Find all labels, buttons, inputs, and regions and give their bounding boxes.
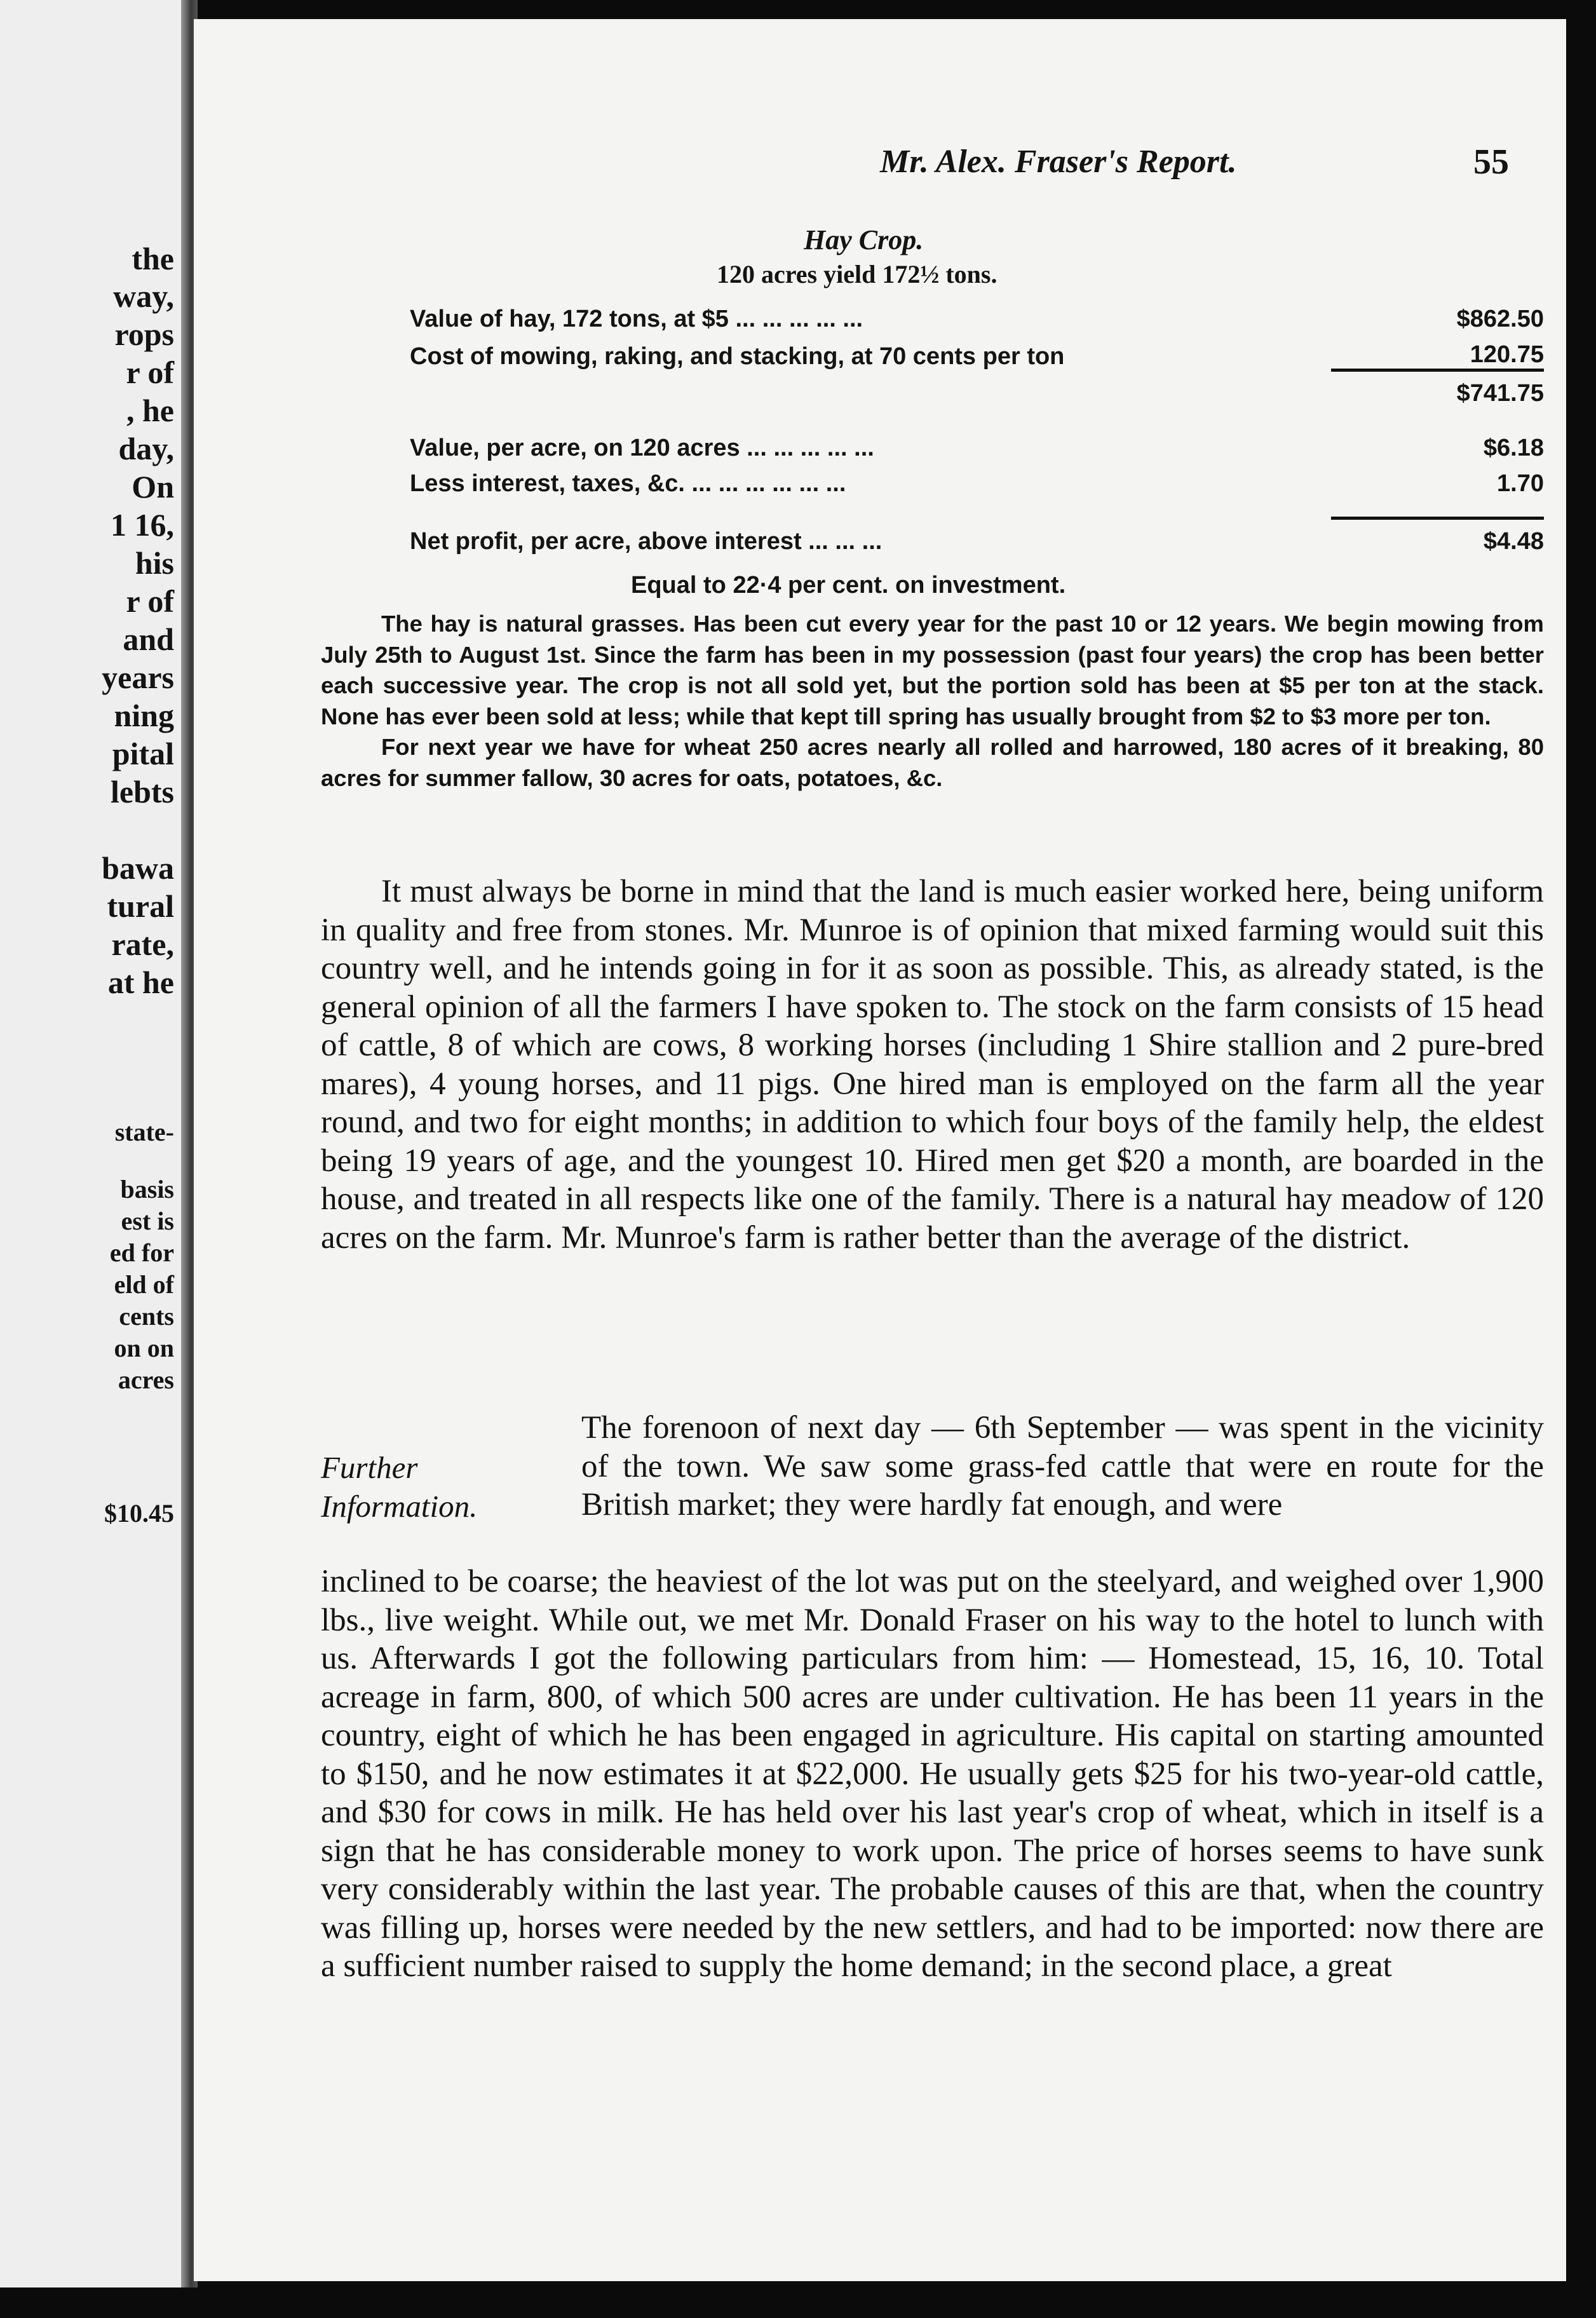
facing-page-line: acres xyxy=(118,1366,174,1394)
table-row xyxy=(410,297,1544,333)
facing-page-line: est is xyxy=(121,1207,174,1235)
sidenote-paragraph-block xyxy=(321,1409,1544,1524)
facing-page-line: his xyxy=(135,545,174,581)
facing-page-line: eld of xyxy=(114,1270,174,1299)
row-label: Value of hay, 172 tons, at $5 ... ... ... ... ... xyxy=(410,306,863,332)
page-header xyxy=(683,143,1509,187)
paragraph-text: inclined to be coarse; the heaviest of the lot was put on the steelyard, and weighed over 1,900 lbs., live weight. While out, we met Mr. Donald Fraser on his way to the hotel to lunch with us. Afterwards I got the following particulars from him: — Homestead, 15, 16, 10. Total acreage in farm, 800, of which 500 acres are under cultivation. He has been 11 years in the country, eight of which he has been engaged in agriculture. His capital on starting amounted to $150, and he now estimates it at $22,000. He usually gets $25 for his two-year-old cattle, and $30 for cows in milk. He has held over his last year's crop of wheat, which in itself is a sign that he has considerable money to work upon. The price of horses seems to have sunk very considerably within the last year. The probable causes of this are that, when the country was filling up, horses were needed by the new settlers, and had to be imported: now there are a sufficient number raised to supply the home demand; in the second place, a great xyxy=(321,1564,1544,1984)
facing-page-line: day, xyxy=(118,431,174,466)
facing-page-line: r of xyxy=(126,583,174,619)
row-amount: 1.70 xyxy=(1497,470,1544,497)
facing-page-line: On xyxy=(132,469,174,505)
table-row xyxy=(410,426,1544,462)
row-label: Cost of mowing, raking, and stacking, at 70 cents per ton xyxy=(410,342,1065,370)
row-amount: $741.75 xyxy=(1331,370,1544,408)
body-paragraph xyxy=(321,872,1544,1257)
facing-page-line: cents xyxy=(119,1302,174,1331)
facing-page-line: on on xyxy=(114,1334,174,1362)
hay-crop-accounts-table xyxy=(410,297,1544,555)
table-row-total xyxy=(410,518,1544,556)
paragraph-text xyxy=(581,1409,1544,1524)
facing-page-line: rops xyxy=(114,316,174,352)
table-row xyxy=(410,333,1544,370)
facing-page-line: , he xyxy=(126,393,174,428)
hay-yield-line: 120 acres yield 172½ tons. xyxy=(717,260,998,288)
row-label xyxy=(410,370,1331,408)
facing-page-line: tural xyxy=(107,888,174,924)
facing-page-line: $10.45 xyxy=(104,1499,174,1528)
facing-page-fragment xyxy=(0,0,186,2288)
row-label: Net profit, per acre, above interest ... ... ... xyxy=(410,528,883,555)
facing-page-line: rate, xyxy=(111,926,174,962)
row-label: Value, per acre, on 120 acres ... ... ... ... ... xyxy=(410,435,874,461)
table-row xyxy=(410,462,1544,498)
row-amount: $6.18 xyxy=(1483,435,1544,461)
facing-page-line: way, xyxy=(113,278,174,314)
quoted-notes xyxy=(321,609,1544,794)
note-paragraph: The hay is natural grasses. Has been cut every year for the past 10 or 12 years. We begin mowing from July 25th to August 1st. Since the farm has been in my possession (past four years) the crop has been better each successive year. The crop is not all sold yet, but the portion sold has been at $5 per ton at the stack. None has ever been sold at less; while that kept till spring has usually brought from $2 to $3 more per ton. xyxy=(321,611,1544,729)
facing-page-line: ning xyxy=(114,698,174,733)
facing-page-line: at he xyxy=(107,965,174,1000)
paragraph-text: It must always be borne in mind that the land is much easier worked here, being uniform in quality and free from stones. Mr. Munroe is of opinion that mixed farming would suit this country well, and he intends going in for it as soon as possible. This, as already stated, is the general opinion of all the farmers I have spoken to. The stock on the farm consists of 15 head of cattle, 8 of which are cows, 8 working horses (including 1 Shire stallion and 2 pure-bred mares), 4 young horses, and 11 pigs. One hired man is employed on the farm all the year round, and two for eight months; in addition to which four boys of the family help, the eldest being 19 years of age, and the youngest 10. Hired men get $20 a month, are boarded in the house, and treated in all respects like one of the family. There is a natural hay meadow of 120 acres on the farm. Mr. Munroe's farm is rather better than the average of the district. xyxy=(321,874,1544,1256)
facing-page-line: years xyxy=(102,660,174,695)
facing-page-line: bawa xyxy=(102,850,174,886)
row-label: Less interest, taxes, &c. ... ... ... ... ... ... xyxy=(410,470,846,497)
facing-page-line: pital xyxy=(112,736,174,771)
paragraph-lead-text: The forenoon of next day — 6th September — was spent in the vicinity of the town. We saw some grass-fed cattle that were en route for the British market; they were hardly fat enough, and were xyxy=(581,1410,1544,1522)
margin-sidenote: Further Information. xyxy=(321,1450,478,1524)
note-paragraph: For next year we have for wheat 250 acres nearly all rolled and harrowed, 180 acres of it breaking, 80 acres for summer fallow, 30 acres for oats, potatoes, &c. xyxy=(321,734,1544,791)
facing-page-line: ed for xyxy=(109,1238,174,1267)
facing-page-line: lebts xyxy=(111,774,174,810)
section-title: Hay Crop. xyxy=(804,224,924,255)
facing-page-line: and xyxy=(123,621,174,657)
facing-page-line: 1 16, xyxy=(111,507,174,543)
percentage-note: Equal to 22·4 per cent. on investment. xyxy=(631,572,1066,599)
row-amount: 120.75 xyxy=(1470,341,1544,368)
book-page xyxy=(194,19,1566,2281)
page-number: 55 xyxy=(1473,142,1509,182)
facing-page-line: state- xyxy=(114,1118,174,1146)
running-title: Mr. Alex. Fraser's Report. xyxy=(880,144,1237,180)
row-amount: $862.50 xyxy=(1456,306,1544,332)
table-row-subtotal xyxy=(410,370,1544,408)
facing-page-line: basis xyxy=(120,1175,174,1203)
row-amount: $4.48 xyxy=(1331,518,1544,556)
facing-page-line: the xyxy=(132,241,174,276)
body-paragraph-continued xyxy=(321,1562,1544,1986)
facing-page-line: r of xyxy=(126,355,174,390)
